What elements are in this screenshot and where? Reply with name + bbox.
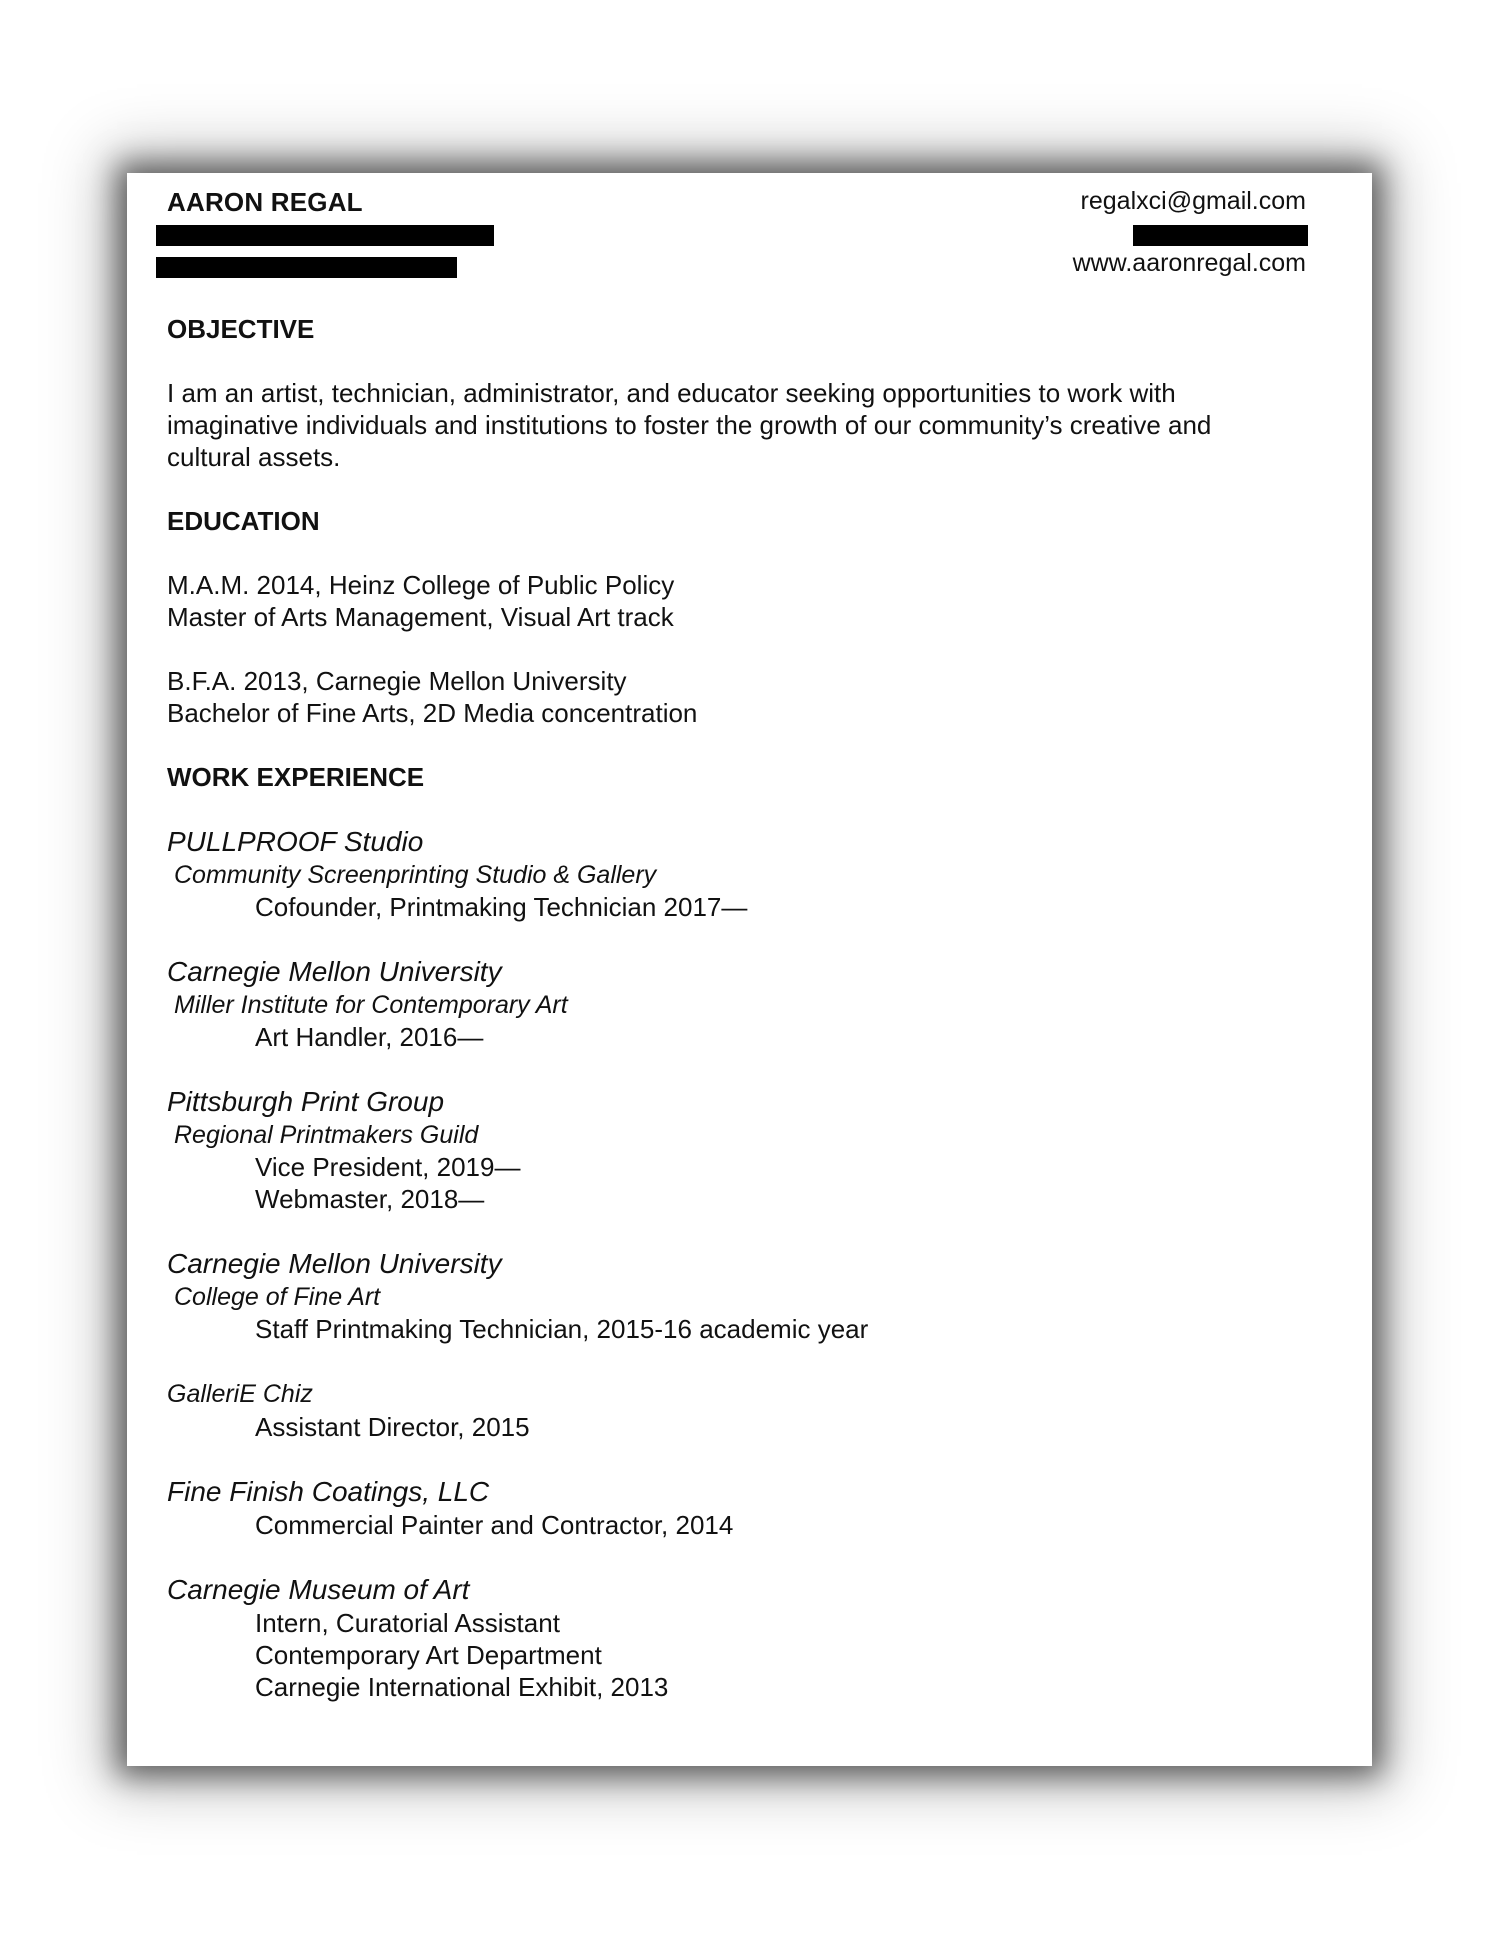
degree-detail: Bachelor of Fine Arts, 2D Media concentration — [167, 698, 698, 728]
resume-body — [167, 313, 1307, 1735]
degree-line: M.A.M. 2014, Heinz College of Public Policy — [167, 570, 675, 600]
degree-detail: Master of Arts Management, Visual Art track — [167, 602, 674, 632]
objective-line: I am an artist, technician, administrator, and educator seeking opportunities to work with — [167, 378, 1176, 408]
job-role: Contemporary Art Department — [255, 1640, 602, 1670]
job-role: Vice President, 2019— — [255, 1152, 521, 1182]
email-address: regalxci@gmail.com — [1080, 187, 1306, 215]
employer-department: College of Fine Art — [174, 1283, 381, 1311]
education-heading: EDUCATION — [167, 506, 320, 536]
job-entry — [167, 1085, 1307, 1215]
redacted-address-line-1 — [156, 225, 494, 246]
job-entry — [167, 955, 1307, 1053]
employer-name: GalleriE Chiz — [167, 1380, 313, 1408]
education-entry — [167, 665, 1307, 729]
employer-name: Carnegie Mellon University — [167, 1248, 502, 1279]
job-entry — [167, 1475, 1307, 1541]
objective-text — [167, 377, 1307, 473]
objective-line: cultural assets. — [167, 442, 341, 472]
job-entry — [167, 825, 1307, 923]
employer-name: Carnegie Mellon University — [167, 956, 502, 987]
education-entry — [167, 569, 1307, 633]
job-role: Assistant Director, 2015 — [255, 1412, 530, 1442]
employer-name: Pittsburgh Print Group — [167, 1086, 445, 1117]
employer-department: Regional Printmakers Guild — [174, 1121, 479, 1149]
redacted-phone — [1133, 225, 1308, 246]
job-role: Intern, Curatorial Assistant — [255, 1608, 560, 1638]
employer-name: Carnegie Museum of Art — [167, 1574, 470, 1605]
resume-page — [127, 173, 1372, 1766]
employer-department: Community Screenprinting Studio & Gallery — [174, 861, 657, 889]
job-role: Webmaster, 2018— — [255, 1184, 485, 1214]
job-role: Commercial Painter and Contractor, 2014 — [255, 1510, 734, 1540]
job-role: Staff Printmaking Technician, 2015-16 academic year — [255, 1314, 869, 1344]
employer-name: PULLPROOF Studio — [167, 826, 424, 857]
degree-line: B.F.A. 2013, Carnegie Mellon University — [167, 666, 627, 696]
job-role: Carnegie International Exhibit, 2013 — [255, 1672, 669, 1702]
website-url: www.aaronregal.com — [1072, 249, 1306, 277]
redacted-address-line-2 — [156, 257, 457, 278]
employer-name: Fine Finish Coatings, LLC — [167, 1476, 490, 1507]
job-entry — [167, 1377, 1307, 1443]
job-role: Cofounder, Printmaking Technician 2017— — [255, 892, 748, 922]
job-entry — [167, 1573, 1307, 1703]
work-experience-heading: WORK EXPERIENCE — [167, 762, 425, 792]
objective-line: imaginative individuals and institutions to foster the growth of our community’s creative and — [167, 410, 1212, 440]
job-entry — [167, 1247, 1307, 1345]
objective-heading: OBJECTIVE — [167, 314, 315, 344]
applicant-name: AARON REGAL — [167, 187, 363, 217]
job-role: Art Handler, 2016— — [255, 1022, 484, 1052]
employer-department: Miller Institute for Contemporary Art — [174, 991, 568, 1019]
